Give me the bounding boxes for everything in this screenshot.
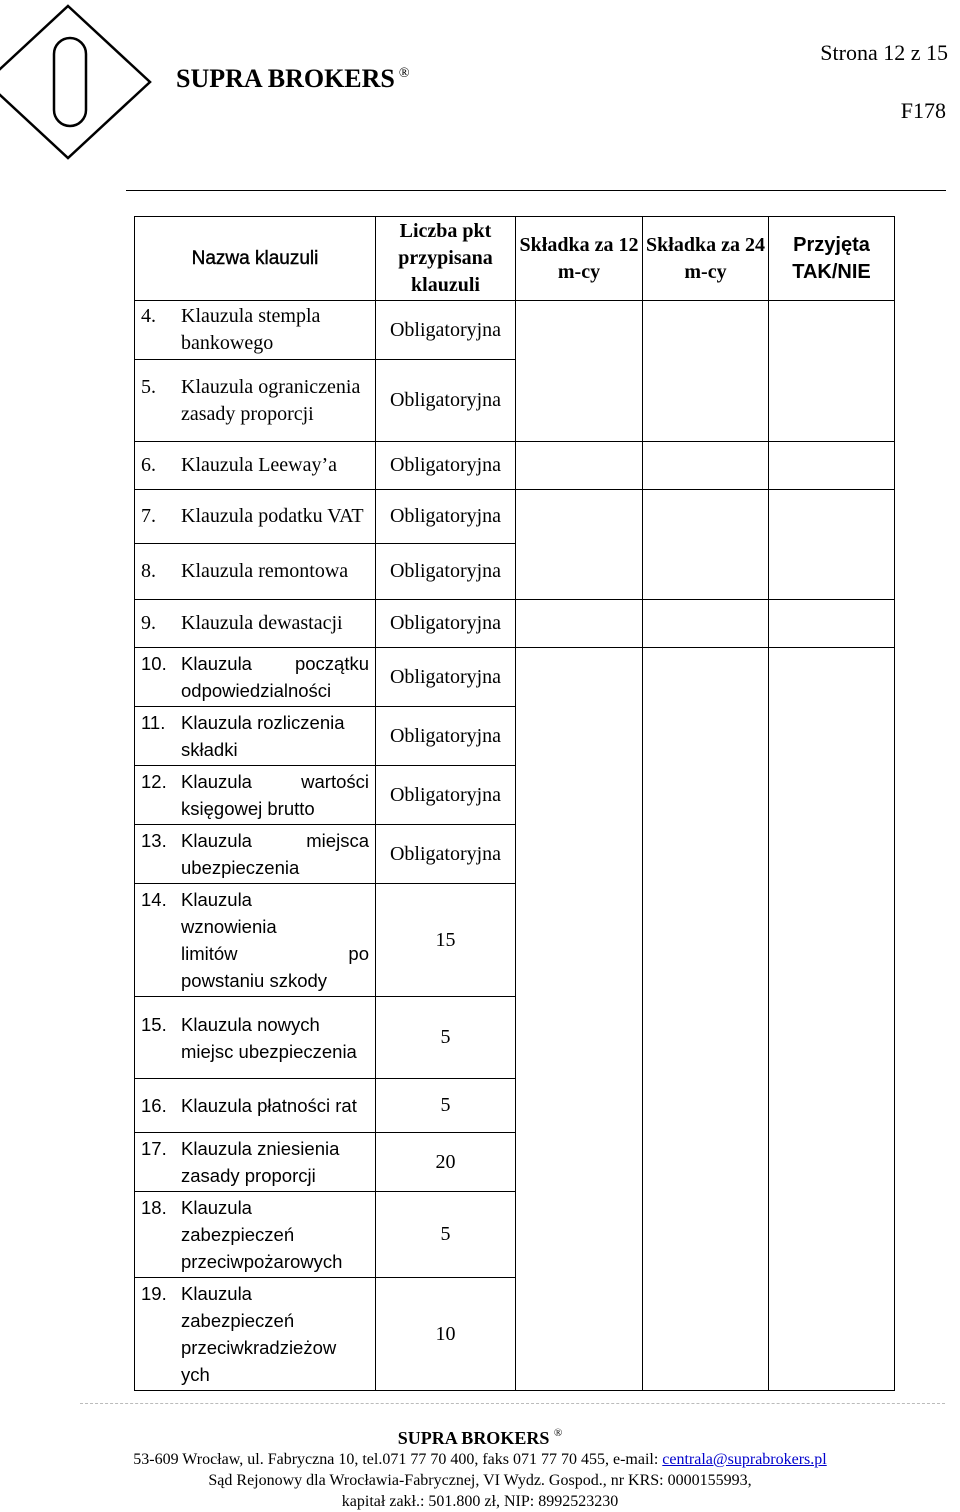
header-clause-name: Nazwa klauzuli (135, 217, 376, 301)
premium-12-cell[interactable] (516, 600, 643, 648)
header-divider (126, 190, 946, 191)
clause-name-cell: 12. Klauzula wartości księgowej brutto (135, 766, 376, 825)
premium-12-cell[interactable] (516, 490, 643, 600)
premium-24-cell[interactable] (643, 301, 769, 442)
header-premium-24: Składka za 24 m-cy (643, 217, 769, 301)
footer-address: 53-609 Wrocław, ul. Fabryczna 10, tel.071 77 70 400, faks 071 77 70 455, e-mail: centrala@suprabrokers.pl (133, 1451, 827, 1468)
clause-name-cell: 6. Klauzula Leeway’a (135, 442, 376, 490)
clause-name-cell: 9. Klauzula dewastacji (135, 600, 376, 648)
table-row (135, 648, 895, 707)
points-cell: 20 (376, 1133, 516, 1192)
points-cell: Obligatoryjna (376, 600, 516, 648)
footer-divider (80, 1403, 945, 1404)
footer-brand: SUPRA BROKERS ® (397, 1427, 563, 1448)
header-points: Liczba pkt przypisana klauzuli (376, 217, 516, 301)
points-cell: Obligatoryjna (376, 301, 516, 360)
points-cell: Obligatoryjna (376, 648, 516, 707)
points-cell: 10 (376, 1278, 516, 1391)
points-cell: Obligatoryjna (376, 490, 516, 544)
clause-name-cell: 18. Klauzula zabezpieczeń przeciwpożarowych (135, 1192, 376, 1278)
points-cell: Obligatoryjna (376, 766, 516, 825)
points-cell: 5 (376, 1192, 516, 1278)
accepted-cell[interactable] (769, 600, 895, 648)
clause-name-cell: 16. Klauzula płatności rat (135, 1079, 376, 1133)
premium-24-cell[interactable] (643, 648, 769, 1391)
footer-court-info: Sąd Rejonowy dla Wrocławia-Fabrycznej, VI Wydz. Gospod., nr KRS: 0000155993, (208, 1472, 752, 1489)
clause-name-cell: 10. Klauzula początku odpowiedzialności (135, 648, 376, 707)
clause-name-cell: 5. Klauzula ograniczenia zasady proporcji (135, 360, 376, 442)
clause-name-cell: 7. Klauzula podatku VAT (135, 490, 376, 544)
premium-12-cell[interactable] (516, 442, 643, 490)
points-cell: 5 (376, 997, 516, 1079)
accepted-cell[interactable] (769, 301, 895, 442)
registered-mark: ® (398, 66, 410, 81)
accepted-cell[interactable] (769, 490, 895, 600)
header-accepted: Przyjęta TAK/NIE (769, 217, 895, 301)
clause-name-cell: 14. Klauzula wznowienia limitów po powstaniu szkody (135, 884, 376, 997)
points-cell: Obligatoryjna (376, 707, 516, 766)
premium-24-cell[interactable] (643, 442, 769, 490)
company-logo (0, 0, 180, 170)
table-row (135, 600, 895, 648)
clause-name-cell: 13. Klauzula miejsca ubezpieczenia (135, 825, 376, 884)
points-cell: 5 (376, 1079, 516, 1133)
form-code: F178 (900, 98, 946, 123)
clause-name-cell: 4. Klauzula stempla bankowego (135, 301, 376, 360)
clause-name-cell: 11. Klauzula rozliczenia składki (135, 707, 376, 766)
points-cell: Obligatoryjna (376, 544, 516, 600)
clauses-table (134, 216, 895, 1391)
premium-12-cell[interactable] (516, 301, 643, 442)
table-row (135, 490, 895, 544)
footer (0, 1423, 960, 1512)
table-header-row (135, 217, 895, 301)
points-cell: Obligatoryjna (376, 825, 516, 884)
clause-name-cell: 8. Klauzula remontowa (135, 544, 376, 600)
premium-24-cell[interactable] (643, 600, 769, 648)
accepted-cell[interactable] (769, 442, 895, 490)
table-row (135, 442, 895, 490)
clause-name-cell: 15. Klauzula nowych miejsc ubezpieczenia (135, 997, 376, 1079)
footer-email-link[interactable]: centrala@suprabrokers.pl (662, 1451, 827, 1468)
clause-name-cell: 17. Klauzula zniesienia zasady proporcji (135, 1133, 376, 1192)
points-cell: 15 (376, 884, 516, 997)
premium-24-cell[interactable] (643, 490, 769, 600)
table-row (135, 301, 895, 360)
clause-name-cell: 19. Klauzula zabezpieczeń przeciwkradzieżow ych (135, 1278, 376, 1391)
points-cell: Obligatoryjna (376, 442, 516, 490)
points-cell: Obligatoryjna (376, 360, 516, 442)
footer-capital-info: kapitał zakł.: 501.800 zł, NIP: 8992523230 (341, 1493, 619, 1510)
premium-12-cell[interactable] (516, 648, 643, 1391)
brand-name: SUPRA BROKERS ® (176, 64, 410, 93)
header-premium-12: Składka za 12 m-cy (516, 217, 643, 301)
accepted-cell[interactable] (769, 648, 895, 1391)
page-number: Strona 12 z 15 (820, 40, 948, 65)
